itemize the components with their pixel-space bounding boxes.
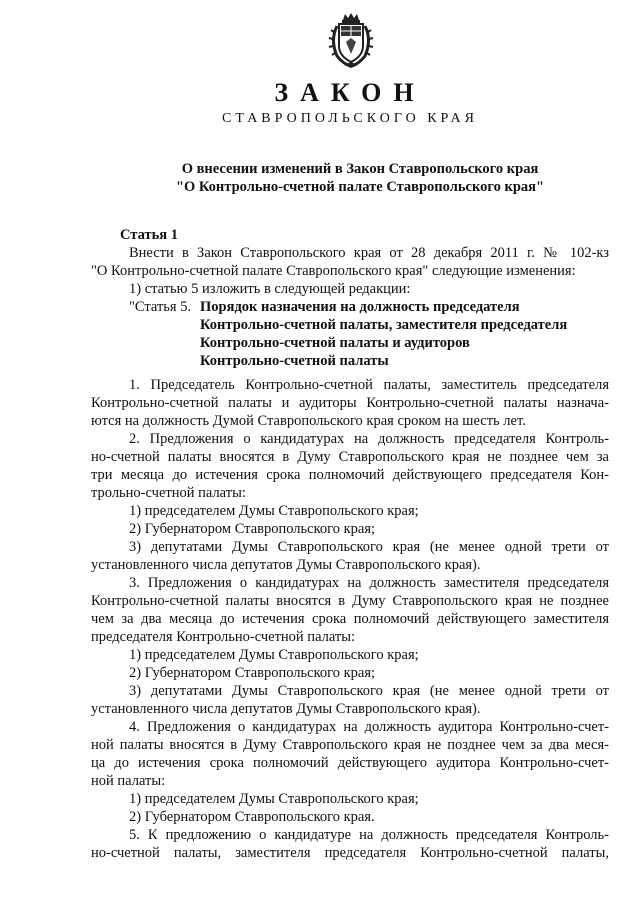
quote-prefix: "Статья 5.: [129, 299, 192, 315]
region-title: СТАВРОПОЛЬСКОГО КРАЯ: [222, 111, 478, 126]
body-line: 2) Губернатором Ставропольского края.: [129, 809, 375, 825]
body-line: 2) Губернатором Ставропольского края;: [129, 521, 376, 537]
body-line: Контрольно-счетной палаты и аудиторы Контрольно-счетной палаты назнача-: [91, 395, 609, 411]
body-line: 1) председателем Думы Ставропольского края;: [129, 503, 419, 519]
body-line: но-счетной палаты, заместителя председателя Контрольно-счетной палаты,: [91, 845, 609, 861]
body-line: установленного числа депутатов Думы Ставропольского края).: [91, 701, 481, 717]
body-line: трольно-счетной палаты:: [91, 485, 246, 501]
body-line: ца до истечения срока полномочий действующего аудитора Контрольно-счет-: [91, 755, 609, 771]
body-line: 3) депутатами Думы Ставропольского края (не менее одной трети от: [129, 539, 609, 555]
quote-title-4: Контрольно-счетной палаты: [200, 353, 389, 369]
law-title: ЗАКОН: [274, 78, 426, 107]
body-line: три месяца до истечения срока полномочий действующего председателя Кон-: [91, 467, 609, 483]
subject-line-2: "О Контрольно-счетной палате Ставропольского края": [175, 179, 545, 195]
body-line: Контрольно-счетной палаты вносятся в Думу Ставропольского края не позднее: [91, 593, 609, 609]
body-line: ной палаты:: [91, 773, 166, 789]
intro-line-2: "О Контрольно-счетной палате Ставропольского края" следующие изменения:: [91, 263, 576, 279]
quote-title-3: Контрольно-счетной палаты и аудиторов: [200, 335, 470, 351]
body-line: но-счетной палаты вносятся в Думу Ставропольского края не позднее чем за: [91, 449, 609, 465]
body-line: 1) председателем Думы Ставропольского края;: [129, 647, 419, 663]
body-line: 5. К предложению о кандидатуре на должность председателя Контроль-: [129, 827, 609, 843]
body-line: 2. Предложения о кандидатурах на должность председателя Контроль-: [129, 431, 609, 447]
body-line: ются на должность Думой Ставропольского края сроком на шесть лет.: [91, 413, 526, 429]
body-line: 1) председателем Думы Ставропольского края;: [129, 791, 419, 807]
body-line: 2) Губернатором Ставропольского края;: [129, 665, 376, 681]
coat-of-arms-icon: [326, 12, 376, 68]
body-line: 1. Председатель Контрольно-счетной палаты, заместитель председателя: [129, 377, 609, 393]
body-line: установленного числа депутатов Думы Ставропольского края).: [91, 557, 481, 573]
article-heading: Статья 1: [120, 227, 178, 243]
body-line: 4. Предложения о кандидатурах на должность аудитора Контрольно-счет-: [129, 719, 609, 735]
body-line: 3. Предложения о кандидатурах на должность заместителя председателя: [129, 575, 609, 591]
body-line: 3) депутатами Думы Ставропольского края (не менее одной трети от: [129, 683, 609, 699]
quote-title-1: Порядок назначения на должность председателя: [200, 299, 520, 315]
quote-title-2: Контрольно-счетной палаты, заместителя председателя: [200, 317, 568, 333]
subject-line-1: О внесении изменений в Закон Ставропольского края: [181, 161, 539, 177]
item-1: 1) статью 5 изложить в следующей редакции:: [129, 281, 411, 297]
body-line: председателя Контрольно-счетной палаты:: [91, 629, 356, 645]
body-line: ной палаты вносятся в Думу Ставропольского края не позднее чем за два меся-: [91, 737, 609, 753]
body-line: чем за два месяца до истечения срока полномочий действующего заместителя: [91, 611, 609, 627]
intro-line-1: Внести в Закон Ставропольского края от 28 декабря 2011 г. № 102-кз: [129, 245, 609, 261]
